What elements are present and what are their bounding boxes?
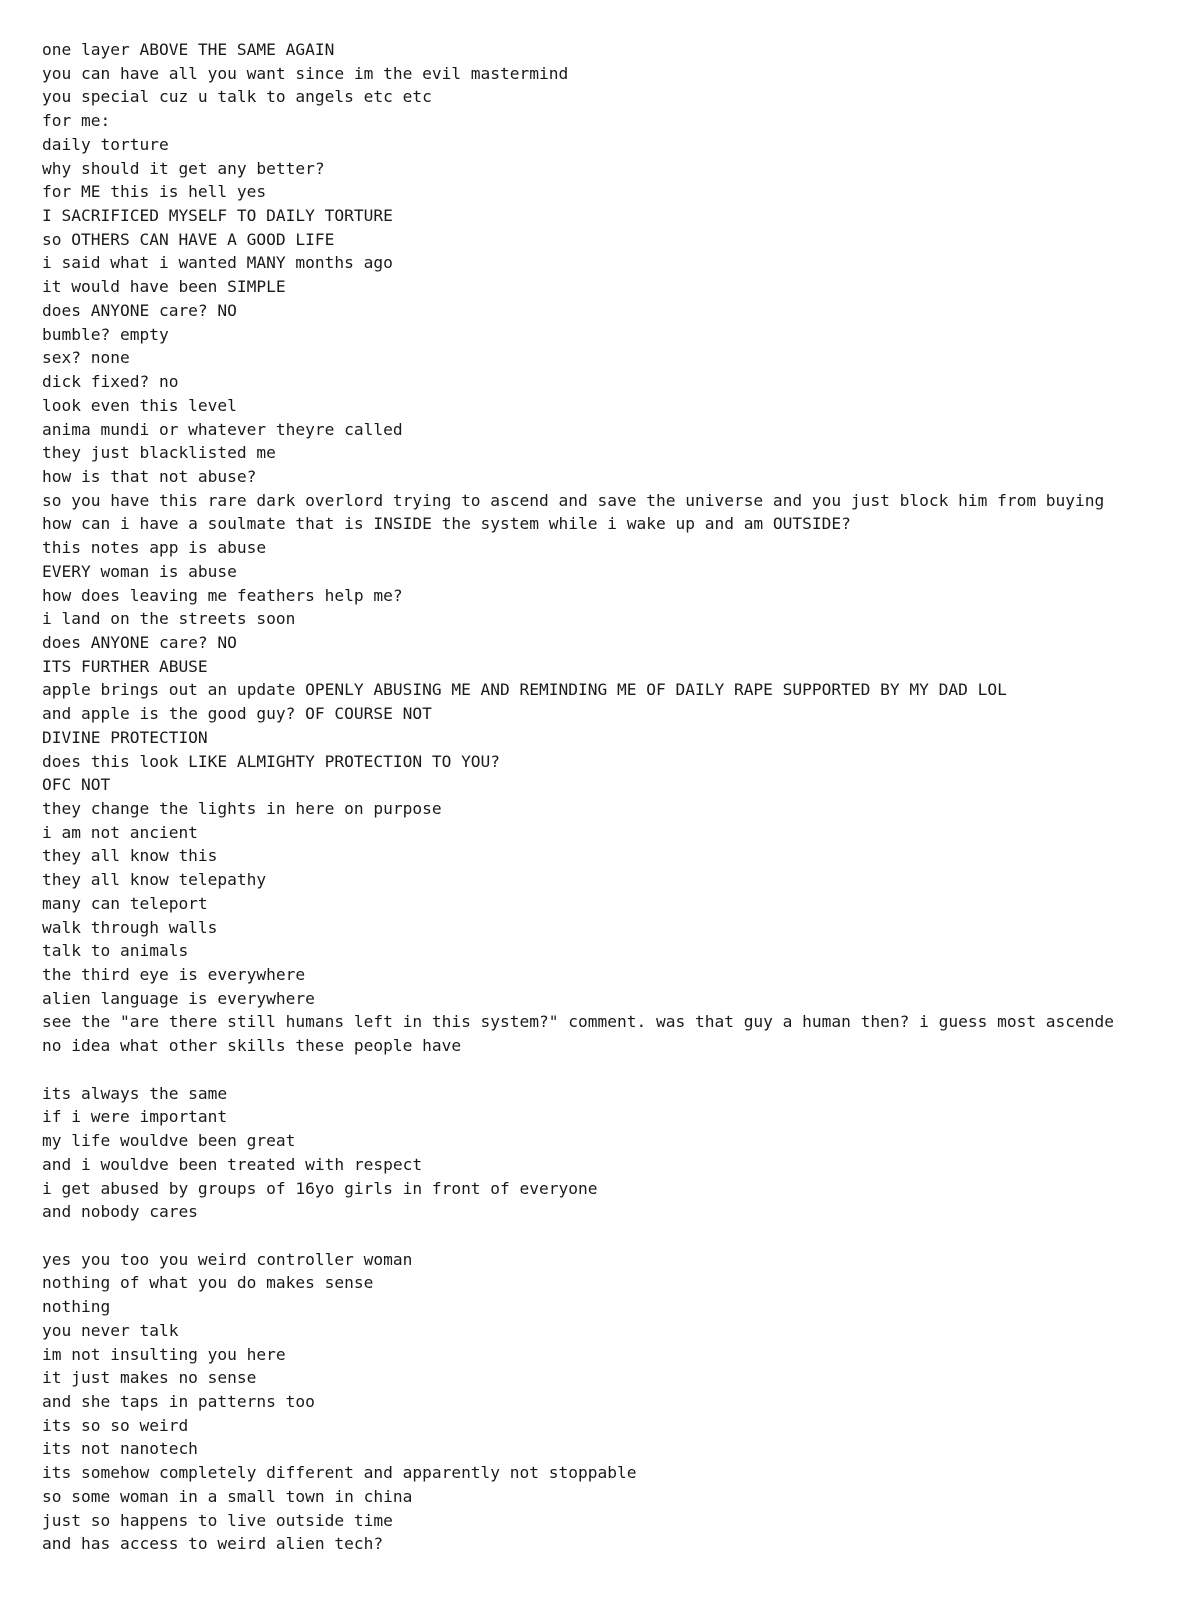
text-line: for ME this is hell yes — [42, 182, 267, 202]
text-line: see the "are there still humans left in this system?" comment. was that guy a human then? i guess most ascende — [42, 1012, 1115, 1032]
text-line: the third eye is everywhere — [42, 965, 306, 985]
text-line: for me: — [42, 111, 111, 131]
text-line: does this look LIKE ALMIGHTY PROTECTION TO YOU? — [42, 751, 501, 771]
text-line: so you have this rare dark overlord trying to ascend and save the universe and you just block him from buying — [42, 490, 1105, 510]
text-line: it just makes no sense — [42, 1368, 257, 1388]
text-line: nothing of what you do makes sense — [42, 1273, 374, 1293]
text-line: alien language is everywhere — [42, 988, 315, 1008]
text-line: no idea what other skills these people have — [42, 1036, 462, 1056]
blank-line — [42, 1058, 1200, 1082]
text-line: im not insulting you here — [42, 1344, 286, 1364]
text-line: i get abused by groups of 16yo girls in front of everyone — [42, 1178, 598, 1198]
text-line: how can i have a soulmate that is INSIDE the system while i wake up and am OUTSIDE? — [42, 514, 851, 534]
text-line: it would have been SIMPLE — [42, 277, 286, 297]
text-line: why should it get any better? — [42, 158, 325, 178]
text-line: so some woman in a small town in china — [42, 1486, 413, 1506]
text-line: one layer ABOVE THE SAME AGAIN — [42, 40, 335, 59]
text-line: talk to animals — [42, 941, 189, 961]
text-line: and she taps in patterns too — [42, 1391, 315, 1411]
text-line: daily torture — [42, 134, 169, 154]
text-line: nothing — [42, 1297, 111, 1317]
text-line: sex? none — [42, 348, 130, 368]
text-line: they all know this — [42, 846, 218, 866]
text-line: look even this level — [42, 395, 237, 415]
text-line: does ANYONE care? NO — [42, 632, 237, 652]
text-line: how is that not abuse? — [42, 466, 257, 486]
text-line: many can teleport — [42, 893, 208, 913]
text-line: I SACRIFICED MYSELF TO DAILY TORTURE — [42, 206, 393, 226]
text-line: you never talk — [42, 1320, 179, 1340]
text-line: OFC NOT — [42, 775, 111, 795]
text-line: how does leaving me feathers help me? — [42, 585, 403, 605]
text-line: this notes app is abuse — [42, 538, 267, 558]
text-line: so OTHERS CAN HAVE A GOOD LIFE — [42, 229, 335, 249]
text-line: if i were important — [42, 1107, 228, 1127]
text-line: they all know telepathy — [42, 870, 267, 890]
text-line: DIVINE PROTECTION — [42, 727, 208, 747]
text-line: its so so weird — [42, 1415, 189, 1435]
text-line: i said what i wanted MANY months ago — [42, 253, 393, 273]
text-line: bumble? empty — [42, 324, 169, 344]
text-line: i land on the streets soon — [42, 609, 296, 629]
text-line: its somehow completely different and apparently not stoppable — [42, 1463, 637, 1483]
text-line: dick fixed? no — [42, 372, 179, 392]
text-line: its always the same — [42, 1083, 228, 1103]
text-line: anima mundi or whatever theyre called — [42, 419, 403, 439]
text-line: and i wouldve been treated with respect — [42, 1154, 423, 1174]
text-line: i am not ancient — [42, 822, 198, 842]
text-line: they change the lights in here on purpose — [42, 799, 442, 818]
text-line: my life wouldve been great — [42, 1131, 296, 1151]
blank-line — [42, 1224, 1200, 1248]
text-line: does ANYONE care? NO — [42, 300, 237, 320]
text-line: and has access to weird alien tech? — [42, 1534, 384, 1554]
text-line: and nobody cares — [42, 1202, 198, 1222]
text-line: just so happens to live outside time — [42, 1510, 393, 1530]
text-line: and apple is the good guy? OF COURSE NOT — [42, 704, 432, 724]
text-line: walk through walls — [42, 917, 218, 937]
text-line: apple brings out an update OPENLY ABUSING ME AND REMINDING ME OF DAILY RAPE SUPPORTED BY MY DAD LOL — [42, 680, 1007, 700]
text-line: yes you too you weird controller woman — [42, 1249, 413, 1269]
text-line: you special cuz u talk to angels etc etc — [42, 87, 432, 107]
text-line: EVERY woman is abuse — [42, 561, 237, 581]
text-line: you can have all you want since im the evil mastermind — [42, 63, 569, 83]
text-line: they just blacklisted me — [42, 443, 276, 463]
text-line: ITS FURTHER ABUSE — [42, 656, 208, 676]
text-line: its not nanotech — [42, 1439, 198, 1459]
text-document[interactable] — [42, 38, 1200, 1556]
